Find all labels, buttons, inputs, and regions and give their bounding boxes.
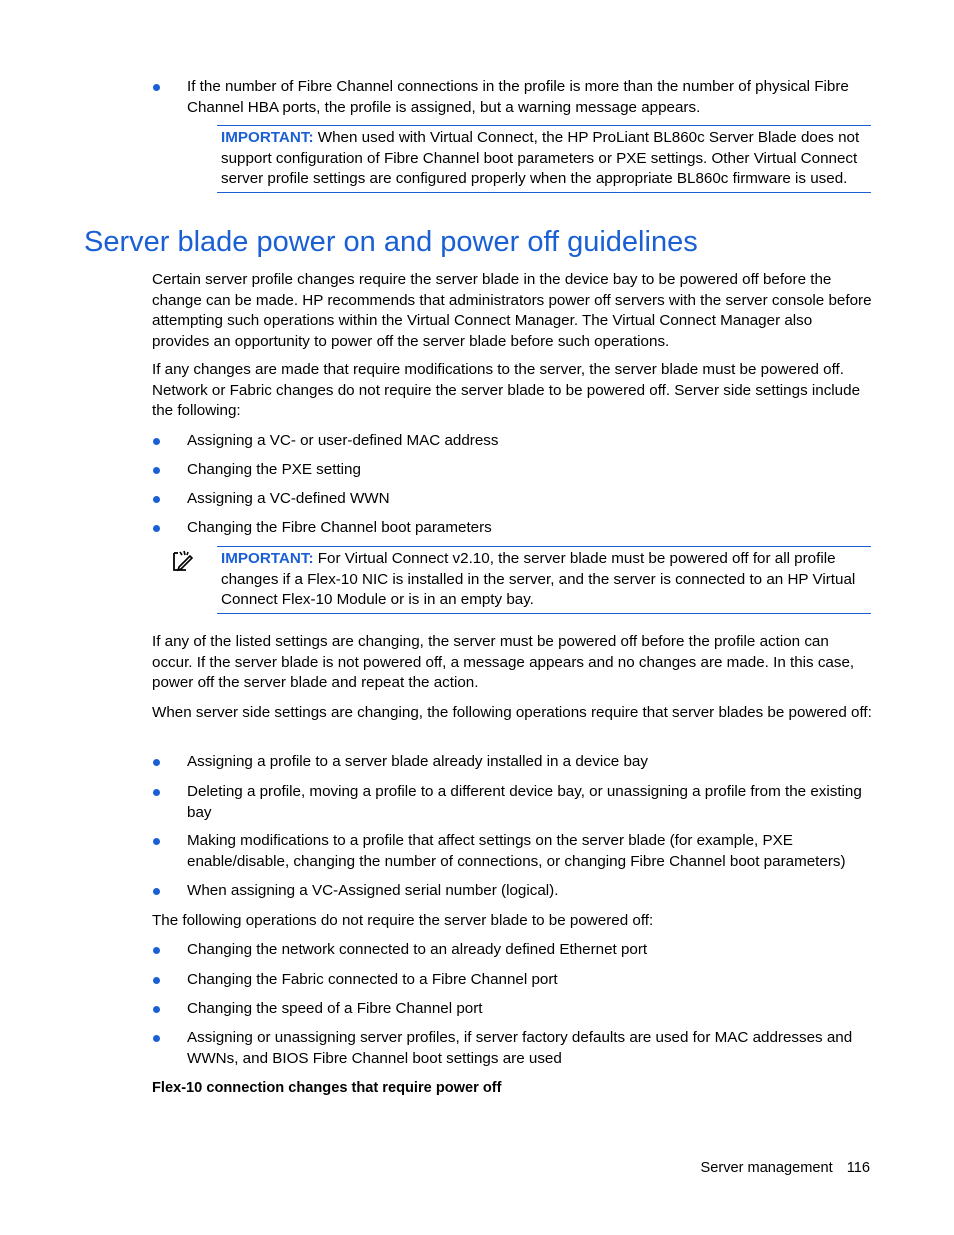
list-item: Changing the PXE setting: [152, 460, 872, 481]
list-item: Changing the Fabric connected to a Fibre Channel port: [152, 970, 872, 991]
section-subheading: Flex-10 connection changes that require power off: [152, 1080, 502, 1096]
bullet-icon: [153, 977, 160, 984]
page-footer: [701, 1158, 871, 1179]
important-text: For Virtual Connect v2.10, the server blade must be powered off for all profile changes if a Flex-10 NIC is installed in the server, and the server is connected to an HP Virtual Connect Flex-10 Module or is in an empty bay.: [221, 550, 856, 609]
important-label: IMPORTANT:: [221, 550, 314, 567]
bullet-icon: [153, 525, 160, 532]
bullet-icon: [153, 496, 160, 503]
important-label: IMPORTANT:: [221, 129, 314, 146]
bullet-icon: [153, 838, 160, 845]
list-item: When assigning a VC-Assigned serial number (logical).: [152, 881, 872, 902]
page-title: Server blade power on and power off guidelines: [84, 226, 698, 258]
bullet-icon: [153, 888, 160, 895]
footer-section: Server management: [700, 1160, 833, 1176]
paragraph: If any changes are made that require modifications to the server, the server blade must be powered off. Network or Fabric changes do not require the server blade to be powered off. Server side settings include the following:: [152, 361, 861, 420]
list-item: Assigning a VC- or user-defined MAC address: [152, 431, 872, 452]
list-item: Changing the speed of a Fibre Channel port: [152, 999, 872, 1020]
page-number: 116: [846, 1160, 870, 1176]
paragraph: When server side settings are changing, the following operations require that server blades be powered off:: [152, 704, 872, 721]
paragraph: The following operations do not require the server blade to be powered off:: [152, 912, 654, 929]
list-item: Assigning a profile to a server blade already installed in a device bay: [152, 752, 872, 773]
list-item: Assigning or unassigning server profiles, if server factory defaults are used for MAC addresses and WWNs, and BIOS Fibre Channel boot settings are used: [152, 1028, 872, 1069]
bullet-icon: [153, 438, 160, 445]
bullet-icon: [153, 467, 160, 474]
bullet-icon: [153, 1035, 160, 1042]
list-item: Changing the network connected to an already defined Ethernet port: [152, 940, 872, 961]
list-item: Making modifications to a profile that affect settings on the server blade (for example, PXE enable/disable, changing the number of connections, or changing Fibre Channel boot parameters): [152, 831, 872, 872]
bullet-icon: [153, 84, 160, 91]
bullet-icon: [153, 947, 160, 954]
paragraph: If any of the listed settings are changing, the server must be powered off before the profile action can occur. If the server blade is not powered off, a message appears and no changes are made. In this case, power off the server blade and repeat the action.: [152, 633, 855, 692]
list-item: If the number of Fibre Channel connections in the profile is more than the number of physical Fibre Channel HBA ports, the profile is assigned, but a warning message appears.: [152, 77, 872, 118]
important-note: [217, 125, 871, 193]
bullet-icon: [153, 1006, 160, 1013]
list-item: Assigning a VC-defined WWN: [152, 489, 872, 510]
list-item: Changing the Fibre Channel boot parameters: [152, 518, 872, 539]
bullet-icon: [153, 759, 160, 766]
important-note: [217, 546, 871, 614]
important-icon: [170, 549, 196, 573]
bullet-icon: [153, 789, 160, 796]
list-item: Deleting a profile, moving a profile to a different device bay, or unassigning a profile from the existing bay: [152, 782, 872, 823]
important-text: When used with Virtual Connect, the HP ProLiant BL860c Server Blade does not support configuration of Fibre Channel boot parameters or PXE settings. Other Virtual Connect server profile settings are configured properly when the appropriate BL860c firmware is used.: [221, 129, 860, 188]
paragraph: Certain server profile changes require the server blade in the device bay to be powered off before the change can be made. HP recommends that administrators power off servers with the server console before attempting such operations within the Virtual Connect Manager. The Virtual Connect Manager also provides an opportunity to power off the server blade before such operations.: [152, 271, 872, 350]
top-bullet-list: [152, 77, 872, 118]
